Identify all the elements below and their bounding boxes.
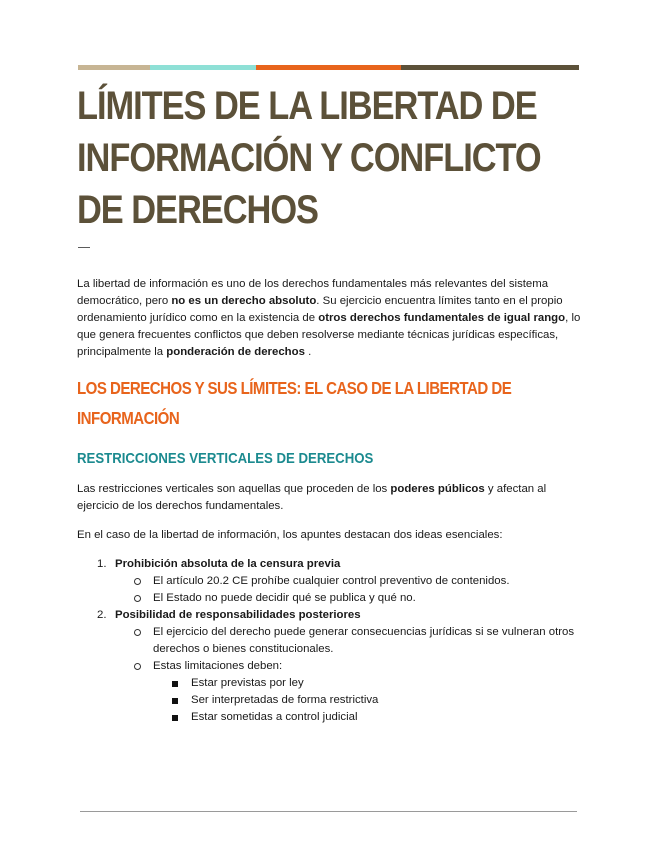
intro-bold-2: otros derechos fundamentales de igual rango xyxy=(318,312,566,324)
sub-list-item-text: El artículo 20.2 CE prohíbe cualquier control preventivo de contenidos. xyxy=(153,575,510,587)
sub-list-item xyxy=(153,573,582,590)
sub-sub-list-item xyxy=(191,692,582,709)
list-item xyxy=(97,607,582,726)
square-bullet-icon xyxy=(172,698,178,704)
intro-text-4: . xyxy=(304,346,312,358)
vertical-restrictions-paragraph xyxy=(77,481,582,515)
sub-list xyxy=(115,624,582,726)
list-item xyxy=(97,556,582,607)
sub-list-item xyxy=(153,658,582,726)
intro-text-3: , lo que genera frecuentes conflictos que deben resolverse mediante técnicas jurídicas específicas, principalmente la xyxy=(77,312,581,358)
intro-paragraph xyxy=(77,276,582,361)
sub-list-item-text: El Estado no puede decidir qué se publica y qué no. xyxy=(153,592,416,604)
top-color-bar xyxy=(78,65,579,70)
color-bar-segment-brown xyxy=(401,65,579,70)
para2-text-2: y afectan al ejercicio de los derechos fundamentales. xyxy=(77,483,547,512)
sub-list-item-text: El ejercicio del derecho puede generar consecuencias jurídicas si se vulneran otros derechos o bienes constitucionales. xyxy=(153,626,575,655)
square-bullet-icon xyxy=(172,715,178,721)
para2-bold-1: poderes públicos xyxy=(390,483,485,495)
sub-sub-list-item-text: Estar sometidas a control judicial xyxy=(191,711,358,723)
intro-text-2: . Su ejercicio encuentra límites tanto en el propio ordenamiento jurídico como en la existencia de xyxy=(77,295,563,324)
sub-sub-list-item xyxy=(191,675,582,692)
circle-bullet-icon xyxy=(134,663,141,670)
sub-sub-list xyxy=(153,675,582,726)
square-bullet-icon xyxy=(172,681,178,687)
sub-sub-list-item xyxy=(191,709,582,726)
page-title: LÍMITES DE LA LIBERTAD DE INFORMACIÓN Y CONFLICTO DE DERECHOS xyxy=(77,84,541,232)
sub-list-item xyxy=(153,590,582,607)
intro-text-1: La libertad de información es uno de los derechos fundamentales más relevantes del sistema democrático, pero xyxy=(77,278,549,307)
document-body xyxy=(77,276,582,726)
sub-list xyxy=(115,573,582,607)
list-number: 2. xyxy=(97,609,107,621)
color-bar-segment-mint xyxy=(150,65,256,70)
circle-bullet-icon xyxy=(134,629,141,636)
intro-bold-3: ponderación de derechos xyxy=(166,346,305,358)
para2-text-1: Las restricciones verticales son aquellas que proceden de los xyxy=(77,483,391,495)
intro-bold-1: no es un derecho absoluto xyxy=(171,295,317,307)
section-heading: LOS DERECHOS Y SUS LÍMITES: EL CASO DE LA LIBERTAD DE INFORMACIÓN xyxy=(77,378,512,428)
sub-list-item xyxy=(153,624,582,658)
ideas-list xyxy=(77,556,582,726)
circle-bullet-icon xyxy=(134,595,141,602)
color-bar-segment-orange xyxy=(256,65,401,70)
list-item-title: Posibilidad de responsabilidades posteriores xyxy=(115,609,361,621)
color-bar-segment-beige xyxy=(78,65,150,70)
list-item-title: Prohibición absoluta de la censura previa xyxy=(115,558,341,570)
ideas-intro-paragraph: En el caso de la libertad de información, los apuntes destacan dos ideas esenciales: xyxy=(77,529,503,541)
sub-sub-list-item-text: Estar previstas por ley xyxy=(191,677,304,689)
sub-sub-list-item-text: Ser interpretadas de forma restrictiva xyxy=(191,694,379,706)
circle-bullet-icon xyxy=(134,578,141,585)
list-number: 1. xyxy=(97,558,107,570)
subsection-heading: RESTRICCIONES VERTICALES DE DERECHOS xyxy=(77,450,374,467)
title-divider xyxy=(78,247,90,248)
footer-divider xyxy=(80,811,577,812)
sub-list-item-text: Estas limitaciones deben: xyxy=(153,660,283,672)
